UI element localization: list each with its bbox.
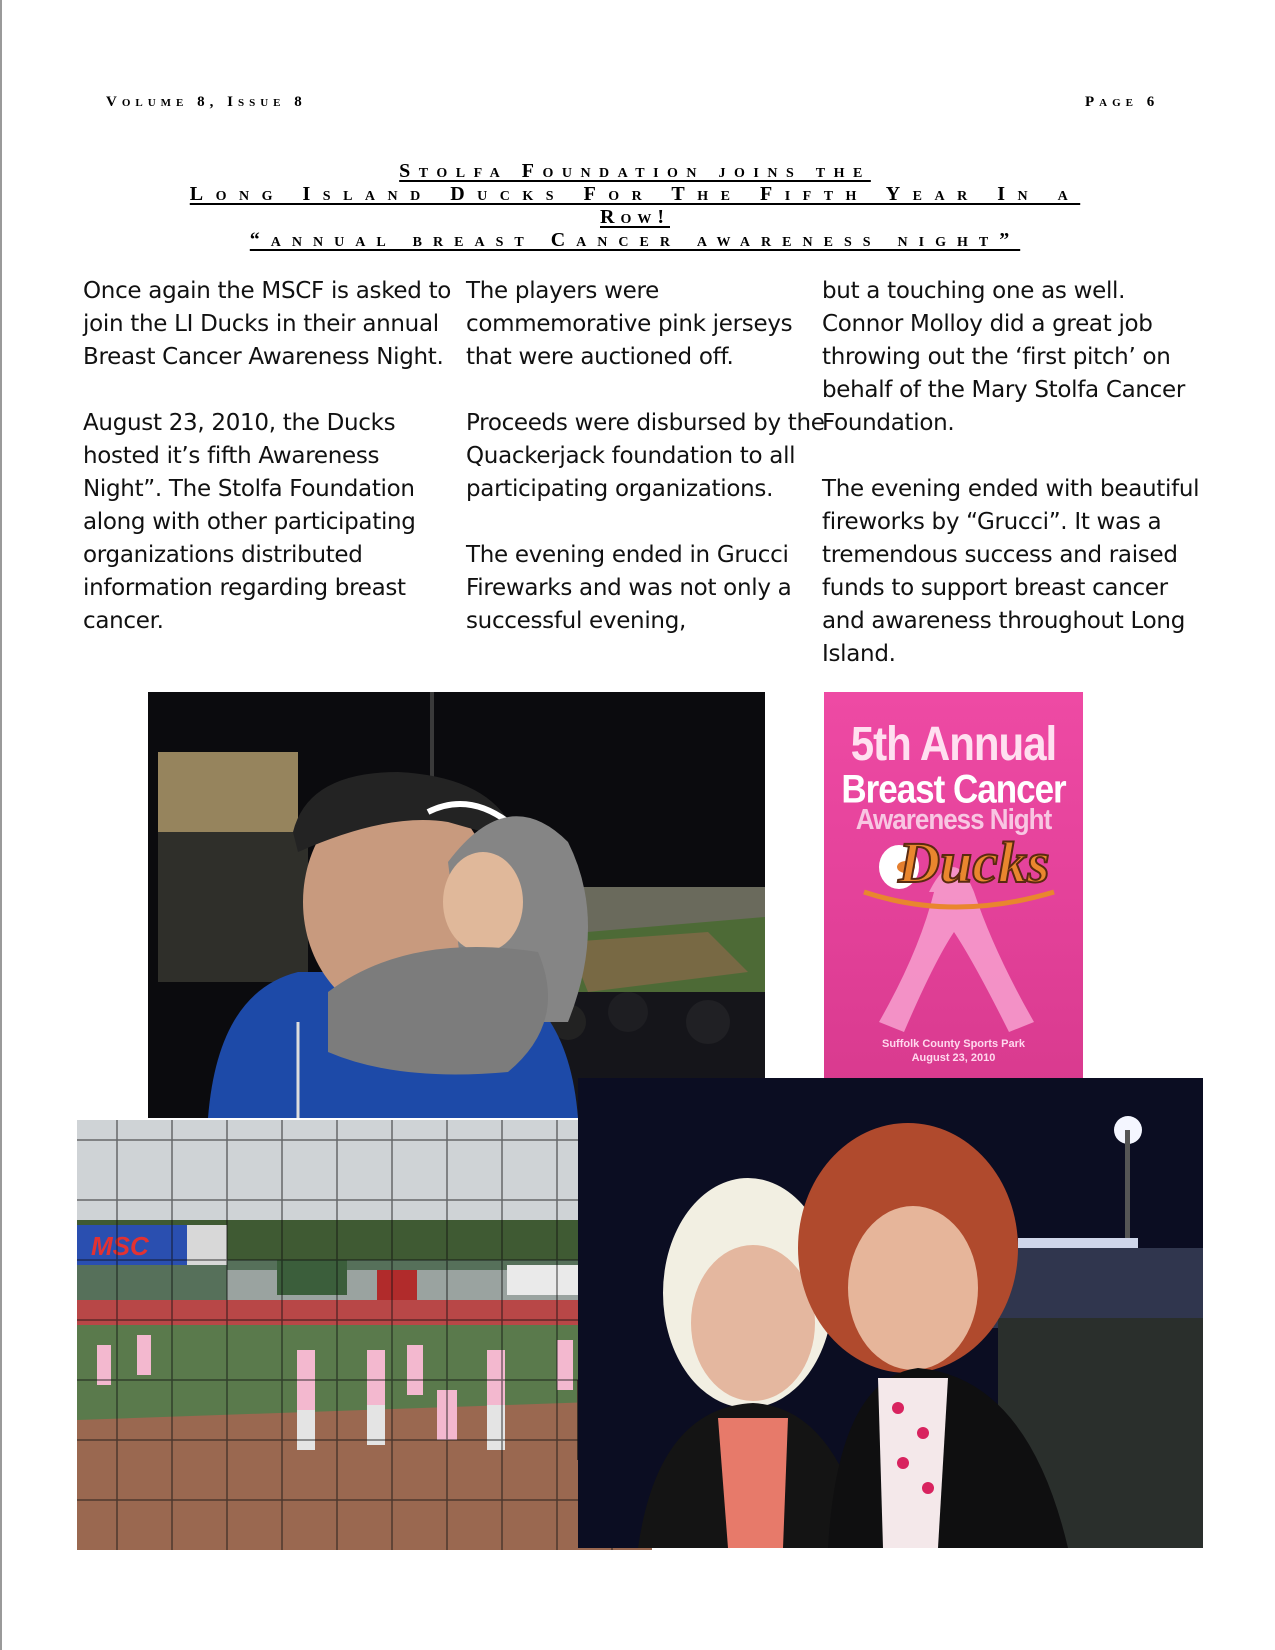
poster-venue-date <box>824 1037 1083 1065</box>
msc-banner-text: MSC <box>91 1231 149 1261</box>
article-column-1 <box>83 275 458 638</box>
page-number-label: Page 6 <box>1085 94 1160 110</box>
poster-venue: Suffolk County Sports Park <box>881 1038 1026 1050</box>
paragraph: The evening ended with beautiful fireworks by “Grucci”. It was a tremendous success and raised funds to support breast cancer and awareness throughout Long Island. <box>822 476 1200 667</box>
article-column-3 <box>822 275 1202 671</box>
paragraph: but a touching one as well. Connor Molloy did a great job throwing out the ‘first pitch’ on behalf of the Mary Stolfa Cancer Foundation. <box>822 278 1186 436</box>
photo-mother-and-son <box>148 692 765 1118</box>
poster-title: 5th Annual <box>850 716 1057 771</box>
paragraph: August 23, 2010, the Ducks hosted it’s fifth Awareness Night”. The Stolfa Foundation along with other participating organizations distributed information regarding breast cancer. <box>83 410 416 634</box>
headline-line-4: “annual breast Cancer awareness night” <box>249 229 1021 251</box>
poster-awareness-line: Awareness Night <box>855 802 1052 836</box>
headline-line-3: Row! <box>600 206 670 228</box>
poster-subtitle: Breast Cancer <box>841 767 1066 812</box>
volume-issue-label: Volume 8, Issue 8 <box>106 94 307 110</box>
paragraph: Proceeds were disbursed by the Quackerjack foundation to all participating organizations. <box>466 410 825 502</box>
awareness-night-poster <box>824 692 1083 1096</box>
headline-line-2: Long Island Ducks For The Fifth Year In a <box>189 183 1081 205</box>
paragraph: Once again the MSCF is asked to join the LI Ducks in their annual Breast Cancer Awareness Night. <box>83 278 452 370</box>
article-headline <box>110 160 1160 252</box>
photo-two-women <box>578 1078 1203 1548</box>
ducks-logo: Ducks <box>898 830 1050 895</box>
paragraph: The players were commemorative pink jerseys that were auctioned off. <box>466 278 793 370</box>
paragraph: The evening ended in Grucci Firewarks and was not only a successful evening, <box>466 542 792 634</box>
headline-line-1: Stolfa Foundation joins the <box>399 160 871 182</box>
article-column-2 <box>466 275 826 638</box>
poster-date: August 23, 2010 <box>911 1052 996 1064</box>
photo-field-pink-jerseys <box>77 1120 652 1550</box>
page-edge-rule <box>0 0 2 1650</box>
